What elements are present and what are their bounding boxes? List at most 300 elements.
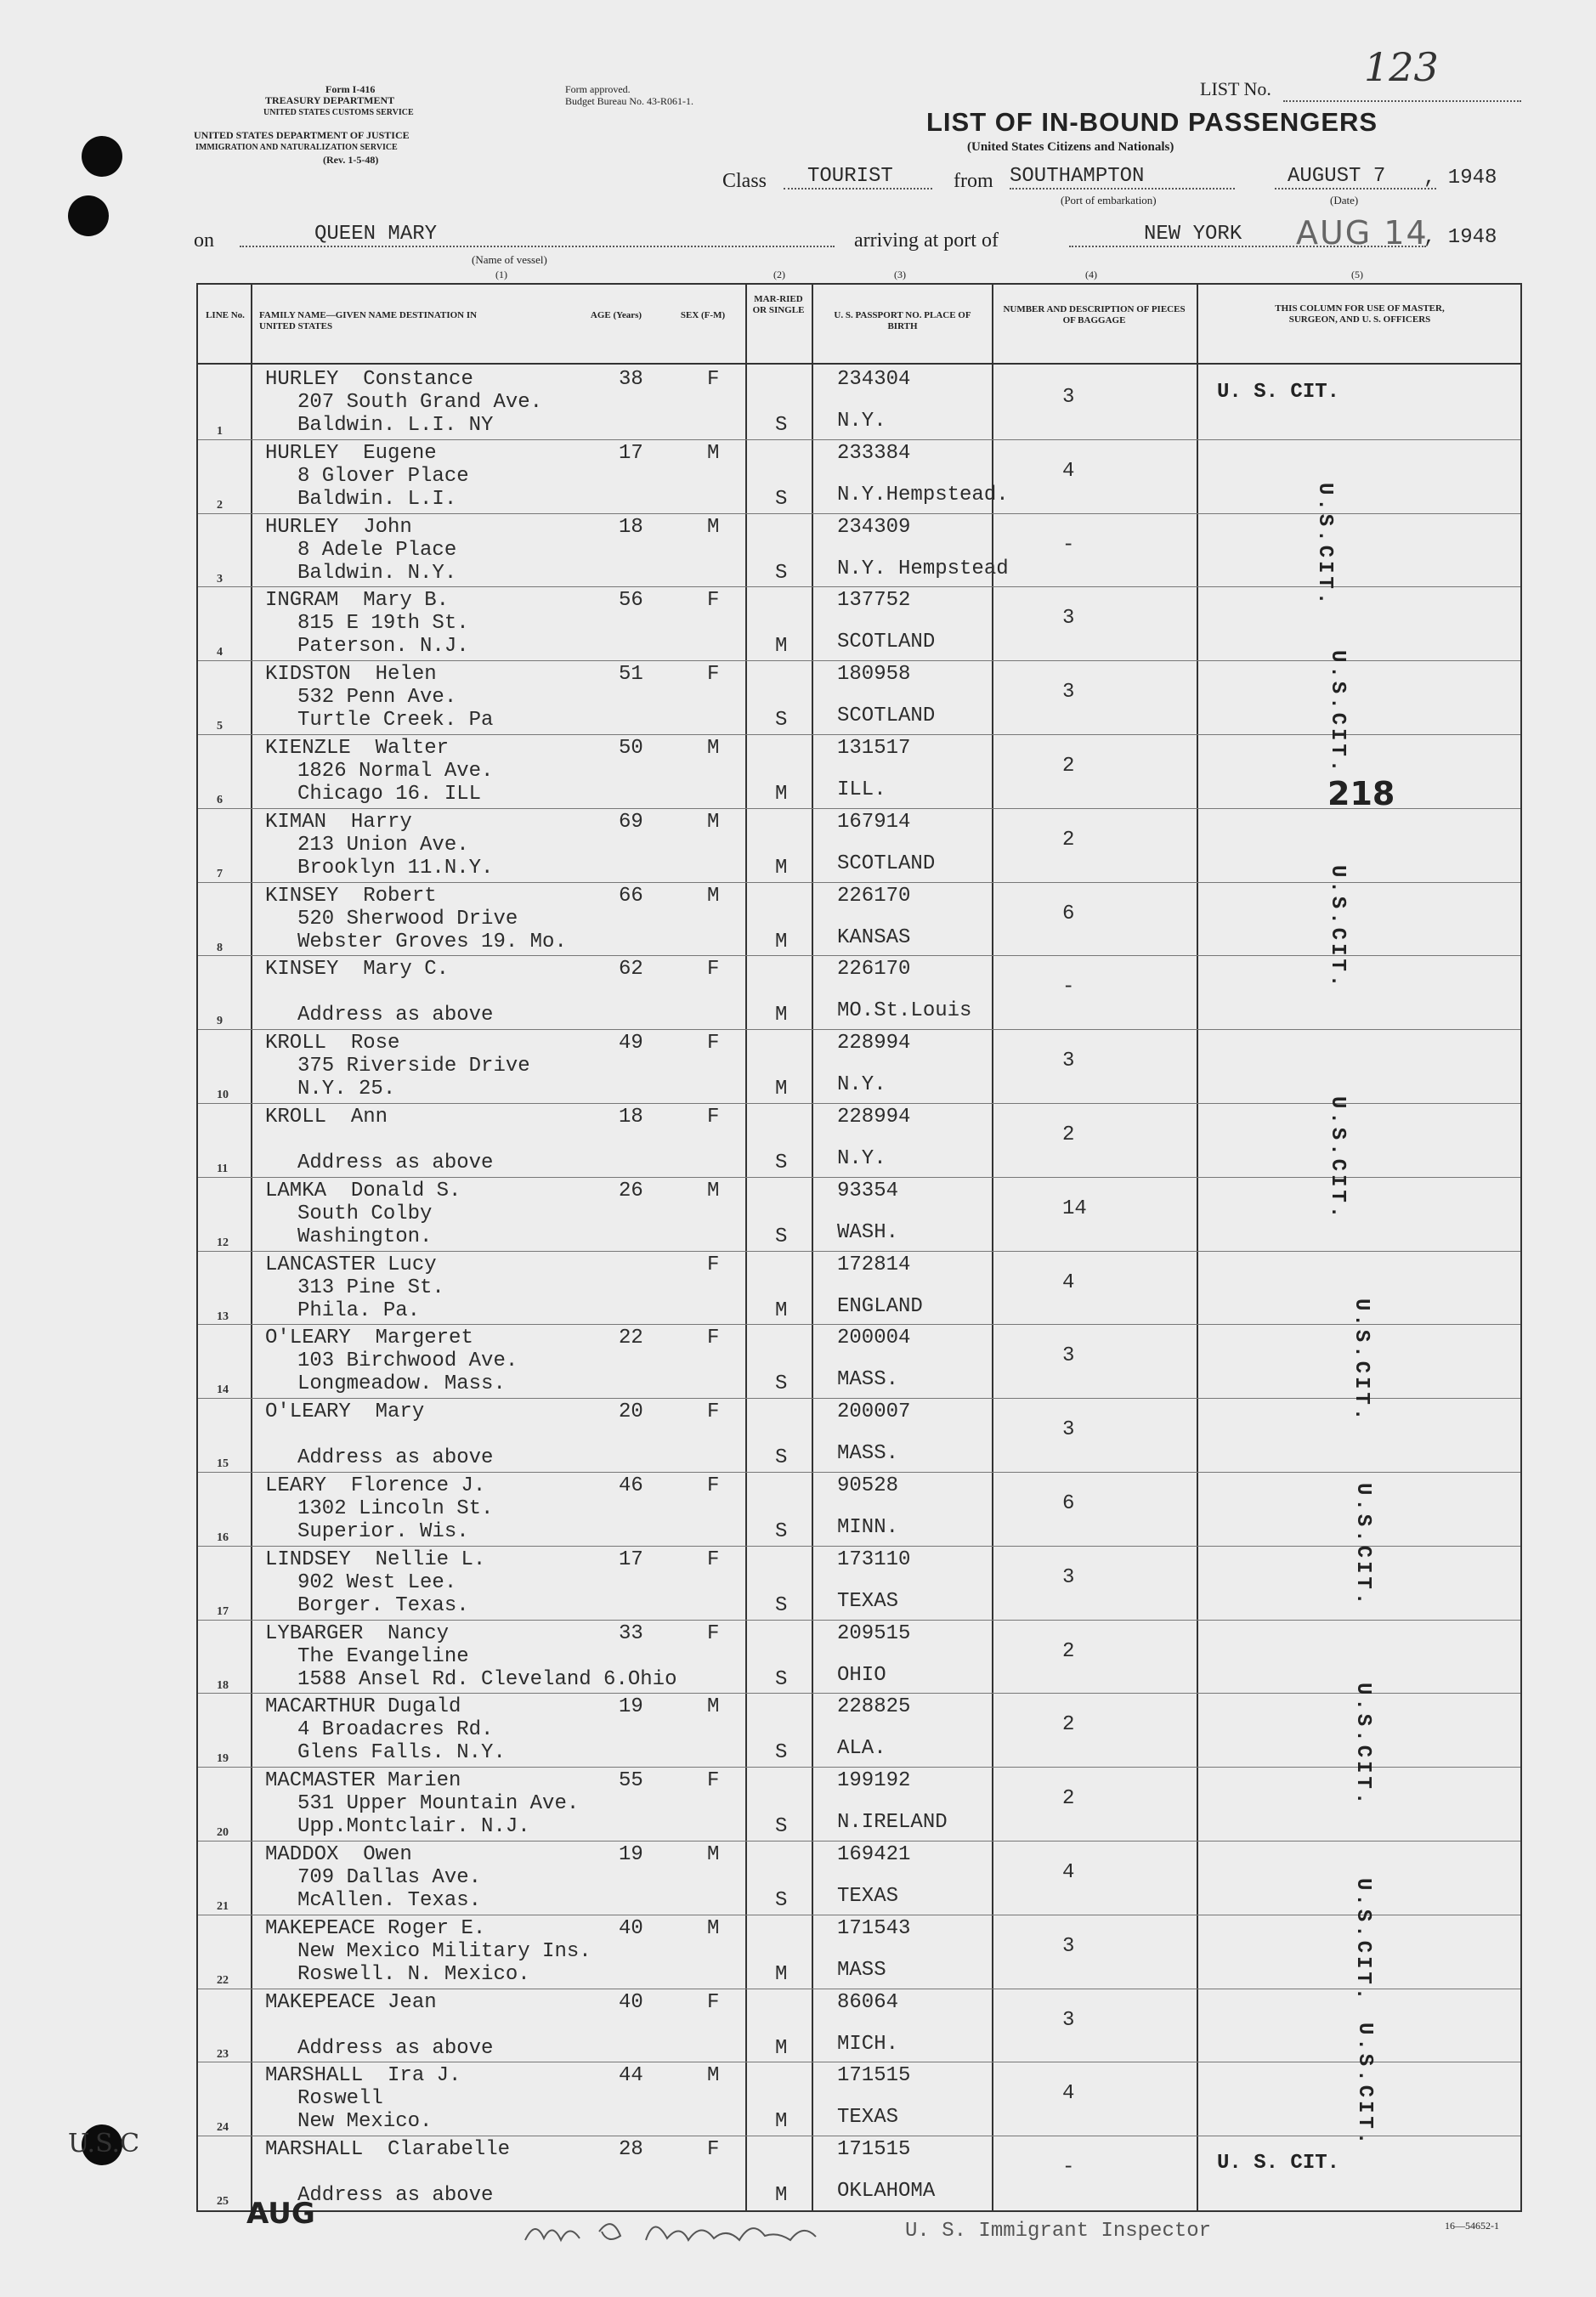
marital-status: M [775, 783, 788, 806]
marital-status: M [775, 2036, 788, 2060]
marital-status: M [775, 1078, 788, 1101]
line-number: 17 [217, 1604, 229, 1618]
sex: F [707, 1106, 720, 1129]
row-divider [198, 1398, 1520, 1399]
age: 69 [619, 810, 643, 834]
us-citizen-mark: U.S.CIT. [1326, 1096, 1349, 1222]
col-num-2: (2) [773, 269, 785, 280]
us-citizen-mark: U.S.CIT. [1351, 1683, 1374, 1808]
baggage-count: 3 [1062, 1418, 1075, 1442]
passport-number: 169421 [837, 1843, 911, 1866]
address-line-2: Washington. [297, 1225, 433, 1248]
sex: F [707, 1327, 720, 1350]
age: 18 [619, 515, 643, 539]
col-header-baggage: NUMBER AND DESCRIPTION OF PIECES OF BAGGAGE [1003, 304, 1186, 325]
line-number: 1 [217, 425, 223, 438]
us-citizen-mark: U.S.CIT. [1351, 1483, 1374, 1609]
passenger-name: MARSHALL Ira J. [265, 2064, 461, 2088]
sex: F [707, 958, 720, 982]
passport-number: 233384 [837, 441, 911, 465]
passenger-name: MADDOX Owen [265, 1843, 412, 1866]
line-number: 5 [217, 720, 223, 733]
marital-status: S [775, 1446, 788, 1470]
sex: F [707, 589, 720, 613]
passenger-name: KINSEY Mary C. [265, 958, 450, 982]
place-of-birth: N.Y. [837, 1073, 886, 1097]
baggage-count: 6 [1062, 1492, 1075, 1515]
line-number: 6 [217, 794, 223, 806]
place-of-birth: KANSAS [837, 925, 911, 949]
sex: M [707, 737, 720, 760]
baggage-count: 3 [1062, 386, 1075, 409]
age: 18 [619, 1106, 643, 1129]
us-citizen-mark: U.S.CIT. [1326, 865, 1349, 991]
age: 28 [619, 2138, 643, 2162]
from-label: from [954, 170, 993, 192]
address-line-2: Superior. Wis. [297, 1520, 469, 1543]
sex: F [707, 368, 720, 391]
place-of-birth: MASS. [837, 1442, 899, 1466]
sex: F [707, 663, 720, 687]
address-line-2: New Mexico. [297, 2110, 433, 2134]
address-line-2: Address as above [297, 2184, 494, 2208]
age: 17 [619, 441, 643, 465]
place-of-birth: SCOTLAND [837, 851, 936, 875]
arrival-port: NEW YORK [1069, 223, 1426, 247]
baggage-count: 3 [1062, 1049, 1075, 1073]
place-of-birth: N.IRELAND [837, 1811, 948, 1835]
row-divider [198, 1620, 1520, 1621]
place-of-birth: TEXAS [837, 1885, 899, 1908]
col-header-married: MAR-RIED OR SINGLE [752, 294, 805, 315]
place-of-birth: MASS [837, 1958, 886, 1982]
address-line-2: Baldwin. L.I. NY [297, 414, 494, 437]
line-number: 15 [217, 1457, 229, 1471]
line-number: 11 [217, 1163, 229, 1175]
marital-status: M [775, 930, 788, 953]
age: 26 [619, 1179, 643, 1202]
age: 20 [619, 1400, 643, 1424]
marital-status: M [775, 856, 788, 880]
line-number: 4 [217, 646, 223, 659]
place-of-birth: WASH. [837, 1220, 899, 1244]
address-line-2: Address as above [297, 1151, 494, 1174]
marital-status: M [775, 1298, 788, 1322]
line-number: 13 [217, 1310, 229, 1323]
row-divider [198, 1324, 1520, 1325]
stamp-number: 218 [1327, 775, 1395, 812]
address-line-2: Paterson. N.J. [297, 635, 469, 659]
age: 40 [619, 1990, 643, 2014]
address-line-2: Address as above [297, 1004, 494, 1027]
address-line-1: 4 Broadacres Rd. [297, 1718, 494, 1742]
col-divider [812, 283, 813, 2212]
passport-number: 200007 [837, 1400, 911, 1424]
address-line-2: Baldwin. N.Y. [297, 561, 457, 585]
address-line-1: The Evangeline [297, 1644, 469, 1668]
marital-status: M [775, 1004, 788, 1027]
marital-status: S [775, 1815, 788, 1839]
place-of-birth: N.Y.Hempstead. [837, 483, 1009, 506]
sex: F [707, 1474, 720, 1497]
passenger-name: O'LEARY Margeret [265, 1327, 473, 1350]
passport-number: 199192 [837, 1769, 911, 1793]
row-divider [198, 1029, 1520, 1030]
marital-status: S [775, 487, 788, 511]
address-line-2: Address as above [297, 2036, 494, 2060]
margin-usc-note: U.S.C [68, 2129, 140, 2158]
age: 40 [619, 1916, 643, 1940]
col-num-4: (4) [1085, 269, 1097, 280]
customs-service: UNITED STATES CUSTOMS SERVICE [263, 108, 414, 117]
passenger-name: MAKEPEACE Jean [265, 1990, 437, 2014]
sex: F [707, 2138, 720, 2162]
passenger-name: MACMASTER Marien [265, 1769, 461, 1793]
line-number: 14 [217, 1383, 229, 1397]
revision: (Rev. 1-5-48) [323, 154, 379, 166]
us-citizen-mark: U.S.CIT. [1353, 2023, 1376, 2148]
address-line-1: 520 Sherwood Drive [297, 907, 518, 931]
marital-status: M [775, 635, 788, 659]
row-divider [198, 439, 1520, 440]
passport-number: 200004 [837, 1327, 911, 1350]
sex: F [707, 1032, 720, 1055]
marital-status: S [775, 561, 788, 585]
col-divider [1197, 283, 1198, 2212]
passenger-name: HURLEY John [265, 515, 412, 539]
col-header-passport: U. S. PASSPORT NO. PLACE OF BIRTH [834, 310, 971, 331]
marital-status: S [775, 709, 788, 733]
baggage-count: - [1062, 976, 1075, 999]
col-header-name: FAMILY NAME—GIVEN NAME DESTINATION IN UNITED STATES [259, 310, 478, 331]
baggage-count: 4 [1062, 459, 1075, 483]
passport-number: 180958 [837, 663, 911, 687]
place-of-birth: TEXAS [837, 2106, 899, 2130]
passport-number: 234304 [837, 368, 911, 391]
passport-number: 172814 [837, 1253, 911, 1276]
baggage-count: - [1062, 2156, 1075, 2180]
sex: M [707, 1695, 720, 1719]
marital-status: S [775, 1741, 788, 1765]
age: 51 [619, 663, 643, 687]
passport-number: 234309 [837, 515, 911, 539]
port-of-embarkation: SOUTHAMPTON [1010, 165, 1235, 190]
passenger-name: HURLEY Eugene [265, 441, 437, 465]
address-line-1: 213 Union Ave. [297, 833, 469, 857]
us-citizen-mark: U.S.CIT. [1350, 1298, 1372, 1424]
sex: M [707, 884, 720, 908]
line-number: 12 [217, 1236, 229, 1249]
line-number: 16 [217, 1531, 229, 1544]
passport-number: 93354 [837, 1179, 899, 1202]
address-line-1: South Colby [297, 1202, 433, 1225]
row-divider [198, 1177, 1520, 1178]
list-no-value: 123 [1364, 44, 1439, 90]
passenger-name: O'LEARY Mary [265, 1400, 425, 1424]
place-of-birth: SCOTLAND [837, 631, 936, 654]
sex: M [707, 810, 720, 834]
address-line-2: Address as above [297, 1446, 494, 1470]
form-code: 16—54652-1 [1445, 2220, 1499, 2232]
place-of-birth: OKLAHOMA [837, 2180, 936, 2204]
punch-hole [68, 195, 109, 236]
col-divider [745, 283, 747, 2212]
age: 50 [619, 737, 643, 760]
sex: F [707, 1547, 720, 1571]
passenger-name: MARSHALL Clarabelle [265, 2138, 511, 2162]
sex: M [707, 1843, 720, 1866]
baggage-count: 4 [1062, 1861, 1075, 1884]
sex: F [707, 1253, 720, 1276]
class-label: Class [722, 170, 767, 192]
age: 33 [619, 1621, 643, 1645]
sex: F [707, 1400, 720, 1424]
line-number: 9 [217, 1015, 223, 1028]
address-line-2: Borger. Texas. [297, 1593, 469, 1617]
age: 44 [619, 2064, 643, 2088]
inspector-caption: U. S. Immigrant Inspector [905, 2220, 1212, 2243]
place-of-birth: SCOTLAND [837, 704, 936, 728]
address-line-2: Turtle Creek. Pa [297, 709, 494, 733]
port-embark-caption: (Port of embarkation) [1061, 194, 1157, 207]
line-number: 7 [217, 867, 223, 880]
address-line-1: 207 South Grand Ave. [297, 391, 543, 414]
passenger-name: MACARTHUR Dugald [265, 1695, 461, 1719]
address-line-1: 8 Adele Place [297, 538, 457, 562]
age: 62 [619, 958, 643, 982]
row-divider [198, 1767, 1520, 1768]
row-divider [198, 1546, 1520, 1547]
place-of-birth: ALA. [837, 1737, 886, 1761]
passport-number: 167914 [837, 810, 911, 834]
sex: M [707, 441, 720, 465]
sex: M [707, 1916, 720, 1940]
address-line-1: 532 Penn Ave. [297, 686, 457, 710]
on-label: on [194, 229, 214, 252]
line-number: 25 [217, 2195, 229, 2209]
marital-status: S [775, 1889, 788, 1912]
row-divider [198, 1472, 1520, 1473]
address-line-2: McAllen. Texas. [297, 1889, 482, 1912]
list-no-underline [1283, 100, 1521, 102]
page-title: LIST OF IN-BOUND PASSENGERS [926, 107, 1378, 137]
passenger-name: KIENZLE Walter [265, 737, 450, 760]
row-divider [198, 660, 1520, 661]
col-header-officers: THIS COLUMN FOR USE OF MASTER, SURGEON, AND U. S. OFFICERS [1275, 303, 1445, 325]
address-line-1: 815 E 19th St. [297, 612, 469, 636]
row-divider [198, 1251, 1520, 1252]
page-subtitle: (United States Citizens and Nationals) [967, 140, 1174, 154]
class-value: TOURIST [784, 165, 932, 190]
age: 17 [619, 1547, 643, 1571]
form-approved: Form approved. [565, 83, 631, 95]
line-number: 19 [217, 1752, 229, 1766]
line-number: 10 [217, 1089, 229, 1102]
baggage-count: 2 [1062, 755, 1075, 778]
baggage-count: 6 [1062, 902, 1075, 925]
age: 19 [619, 1843, 643, 1866]
address-line-1: 8 Glover Place [297, 464, 469, 488]
address-line-2: Roswell. N. Mexico. [297, 1962, 530, 1986]
sex: F [707, 1769, 720, 1793]
passenger-name: LAMKA Donald S. [265, 1179, 461, 1202]
passport-number: 226170 [837, 884, 911, 908]
line-number: 24 [217, 2121, 229, 2135]
list-no-label: LIST No. [1200, 78, 1271, 99]
marital-status: M [775, 1962, 788, 1986]
us-citizen-mark: U. S. CIT. [1217, 381, 1340, 404]
address-line-2: Longmeadow. Mass. [297, 1372, 506, 1396]
passenger-name: LYBARGER Nancy [265, 1621, 450, 1645]
row-divider [198, 882, 1520, 883]
address-line-1: 375 Riverside Drive [297, 1055, 530, 1078]
row-divider [198, 1103, 1520, 1104]
arriving-label: arriving at port of [854, 229, 999, 252]
address-line-2: Brooklyn 11.N.Y. [297, 856, 494, 880]
baggage-count: 2 [1062, 1123, 1075, 1146]
sex: M [707, 2064, 720, 2088]
place-of-birth: N.Y. [837, 1147, 886, 1170]
us-citizen-mark: U.S.CIT. [1351, 1878, 1374, 2004]
place-of-birth: MINN. [837, 1516, 899, 1539]
address-line-1: Roswell [297, 2087, 383, 2111]
age: 49 [619, 1032, 643, 1055]
col-num-5: (5) [1351, 269, 1363, 280]
address-line-1: 1826 Normal Ave. [297, 760, 494, 783]
baggage-count: 2 [1062, 1787, 1075, 1811]
col-num-1: (1) [495, 269, 507, 280]
place-of-birth: MICH. [837, 2032, 899, 2056]
baggage-count: 3 [1062, 1344, 1075, 1368]
passenger-name: HURLEY Constance [265, 368, 473, 391]
passenger-name: INGRAM Mary B. [265, 589, 450, 613]
row-divider [198, 808, 1520, 809]
passport-number: 171515 [837, 2138, 911, 2162]
place-of-birth: OHIO [837, 1663, 886, 1687]
sex: M [707, 515, 720, 539]
sex: M [707, 1179, 720, 1202]
marital-status: S [775, 414, 788, 437]
baggage-count: 2 [1062, 1713, 1075, 1737]
place-of-birth: MO.St.Louis [837, 999, 972, 1023]
sex: F [707, 1990, 720, 2014]
passenger-name: KROLL Rose [265, 1032, 400, 1055]
col-header-age: AGE (Years) [590, 310, 642, 320]
baggage-count: 3 [1062, 607, 1075, 631]
line-number: 18 [217, 1678, 229, 1692]
age: 55 [619, 1769, 643, 1793]
passport-number: 173110 [837, 1547, 911, 1571]
address-line-2: N.Y. 25. [297, 1078, 396, 1101]
baggage-count: 3 [1062, 1565, 1075, 1589]
address-line-2: Baldwin. L.I. [297, 487, 457, 511]
place-of-birth: MASS. [837, 1368, 899, 1392]
address-line-1: 1302 Lincoln St. [297, 1497, 494, 1520]
address-line-2: Phila. Pa. [297, 1298, 421, 1322]
passport-number: 209515 [837, 1621, 911, 1645]
passenger-name: MAKEPEACE Roger E. [265, 1916, 486, 1940]
age: 46 [619, 1474, 643, 1497]
row-divider [198, 955, 1520, 956]
departure-year: , 1948 [1423, 167, 1497, 190]
passenger-name: KROLL Ann [265, 1106, 388, 1129]
address-line-2: 1588 Ansel Rd. Cleveland 6.Ohio [297, 1667, 677, 1691]
ins-service: IMMIGRATION AND NATURALIZATION SERVICE [195, 143, 398, 152]
passenger-name: KINSEY Robert [265, 884, 437, 908]
address-line-2: Chicago 16. ILL [297, 783, 482, 806]
passport-number: 228994 [837, 1106, 911, 1129]
punch-hole [82, 136, 122, 177]
inspector-signature [518, 2206, 841, 2257]
row-divider [198, 1841, 1520, 1842]
justice-dept: UNITED STATES DEPARTMENT OF JUSTICE [194, 129, 410, 141]
marital-status: S [775, 1593, 788, 1617]
address-line-1: 103 Birchwood Ave. [297, 1349, 518, 1373]
line-number: 22 [217, 1973, 229, 1987]
age: 38 [619, 368, 643, 391]
passenger-name: LANCASTER Lucy [265, 1253, 437, 1276]
place-of-birth: TEXAS [837, 1589, 899, 1613]
sex: F [707, 1621, 720, 1645]
baggage-count: 3 [1062, 2008, 1075, 2032]
departure-date: AUGUST 7 [1275, 165, 1436, 190]
line-number: 8 [217, 941, 223, 954]
passport-number: 86064 [837, 1990, 899, 2014]
marital-status: S [775, 1372, 788, 1396]
age: 19 [619, 1695, 643, 1719]
marital-status: M [775, 2184, 788, 2208]
passport-number: 226170 [837, 958, 911, 982]
line-number: 3 [217, 572, 223, 586]
baggage-count: - [1062, 533, 1075, 557]
line-number: 23 [217, 2047, 229, 2061]
address-line-1: 531 Upper Mountain Ave. [297, 1792, 580, 1816]
marital-status: S [775, 1151, 788, 1174]
treasury-dept: TREASURY DEPARTMENT [265, 94, 395, 106]
passport-number: 228825 [837, 1695, 911, 1719]
baggage-count: 3 [1062, 681, 1075, 704]
marital-status: S [775, 1520, 788, 1543]
baggage-count: 4 [1062, 1270, 1075, 1294]
passenger-name: KIDSTON Helen [265, 663, 437, 687]
baggage-count: 4 [1062, 2082, 1075, 2106]
passenger-name: LEARY Florence J. [265, 1474, 486, 1497]
age: 66 [619, 884, 643, 908]
age: 22 [619, 1327, 643, 1350]
place-of-birth: N.Y. Hempstead [837, 557, 1009, 580]
passport-number: 90528 [837, 1474, 899, 1497]
marital-status: M [775, 2110, 788, 2134]
col-num-3: (3) [894, 269, 906, 280]
passport-number: 131517 [837, 737, 911, 760]
marital-status: S [775, 1667, 788, 1691]
header-rule [196, 363, 1522, 365]
baggage-count: 3 [1062, 1934, 1075, 1958]
address-line-2: Upp.Montclair. N.J. [297, 1815, 530, 1839]
us-citizen-mark: U.S.CIT. [1313, 483, 1336, 608]
marital-status: S [775, 1225, 788, 1248]
row-divider [198, 734, 1520, 735]
baggage-count: 2 [1062, 1639, 1075, 1663]
baggage-count: 2 [1062, 828, 1075, 851]
age: 56 [619, 589, 643, 613]
footer-stamp: AUG [246, 2197, 315, 2231]
form-id: Form I-416 [325, 83, 376, 95]
line-number: 2 [217, 498, 223, 512]
address-line-1: 902 West Lee. [297, 1570, 457, 1594]
arrival-stamp: AUG 14 [1296, 214, 1429, 252]
passport-number: 171543 [837, 1916, 911, 1940]
